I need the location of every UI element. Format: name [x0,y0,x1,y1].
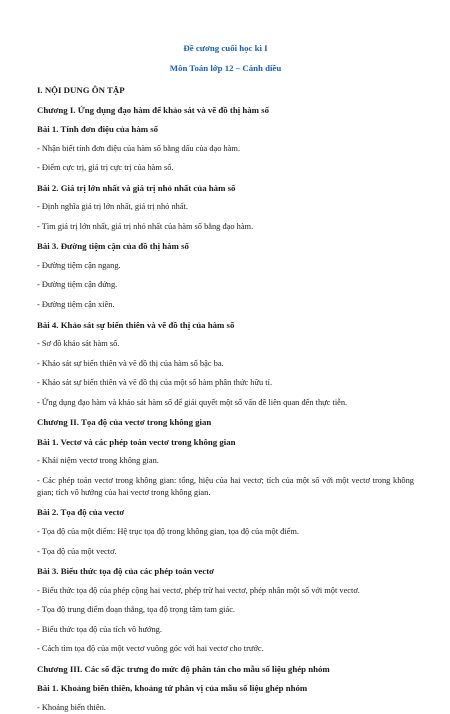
section-heading: Bài 4. Khảo sát sự biến thiên và vẽ đồ thị của hàm số [37,319,235,330]
document-title: Đề cương cuối học kì I [183,43,268,53]
list-item: - Ứng dụng đạo hàm và khảo sát hàm số để giải quyết một số vấn đề liên quan đến thực tiễn. [37,397,348,407]
list-item: - Định nghĩa giá trị lớn nhất, giá trị nhỏ nhất. [37,202,188,212]
list-item: - Điểm cực trị, giá trị cực trị của hàm số. [37,163,174,173]
section-heading: Chương II. Tọa độ của vectơ trong không gian [37,417,212,428]
list-item: - Tìm giá trị lớn nhất, giá trị nhỏ nhất của hàm số bằng đạo hàm. [37,221,254,231]
list-item: - Các phép toán vectơ trong không gian: tổng, hiệu của hai vectơ; tích của một số với một vectơ trong không gian; tích vô hướng của hai vectơ trong không gian. [37,475,414,497]
section-heading: Bài 1. Tính đơn điệu của hàm số [37,124,159,135]
list-item: - Khoảng biến thiên. [37,702,106,712]
list-item: - Đường tiệm cận đứng. [37,280,118,290]
document-subtitle: Môn Toán lớp 12 – Cánh diều [169,63,282,73]
section-heading: Chương I. Ứng dụng đạo hàm để khảo sát và vẽ đồ thị hàm số [37,104,270,115]
list-item: - Biểu thức tọa độ của tích vô hướng. [37,624,162,634]
list-item: - Cách tìm tọa độ của một vectơ vuông góc với hai vectơ cho trước. [37,644,264,654]
document-body [37,84,414,714]
section-heading: Bài 1. Khoảng biến thiên, khoảng tứ phân vị của mẫu số liệu ghép nhóm [37,683,308,694]
list-item: - Biểu thức tọa độ của phép cộng hai vectơ, phép trừ hai vectơ, phép nhân một số với một vectơ. [37,585,360,595]
list-item: - Khảo sát sự biến thiên và vẽ đồ thị của một số hàm phân thức hữu tỉ. [37,378,273,388]
list-item: - Khảo sát sự biến thiên và vẽ đồ thị của hàm số bậc ba. [37,358,224,368]
list-item: - Sơ đồ khảo sát hàm số. [37,339,120,349]
section-heading: Bài 3. Đường tiệm cận của đồ thị hàm số [37,241,189,252]
list-item: - Tọa độ của một vectơ. [37,546,117,556]
list-item: - Tọa độ trung điểm đoạn thẳng, tọa độ trọng tâm tam giác. [37,605,236,615]
list-item: - Đường tiệm cận xiên. [37,300,115,310]
list-item: - Tọa độ của một điểm: Hệ trục tọa độ trong không gian, tọa độ của một điểm. [37,527,299,537]
section-heading: Bài 2. Giá trị lớn nhất và giá trị nhỏ nhất của hàm số [37,182,236,193]
section-heading: Bài 1. Vectơ và các phép toán vectơ trong không gian [37,436,236,447]
section-heading: Chương III. Các số đặc trưng đo mức độ phân tán cho mẫu số liệu ghép nhóm [37,663,330,674]
list-item: - Khái niệm vectơ trong không gian. [37,456,159,466]
list-item: - Nhận biết tính đơn điệu của hàm số bằng dấu của đạo hàm. [37,143,241,153]
section-heading: Bài 3. Biểu thức tọa độ của các phép toán vectơ [37,566,215,577]
section-heading: I. NỘI DUNG ÔN TẬP [37,85,125,95]
list-item: - Đường tiệm cận ngang. [37,260,121,270]
section-heading: Bài 2. Tọa độ của vectơ [37,507,125,518]
